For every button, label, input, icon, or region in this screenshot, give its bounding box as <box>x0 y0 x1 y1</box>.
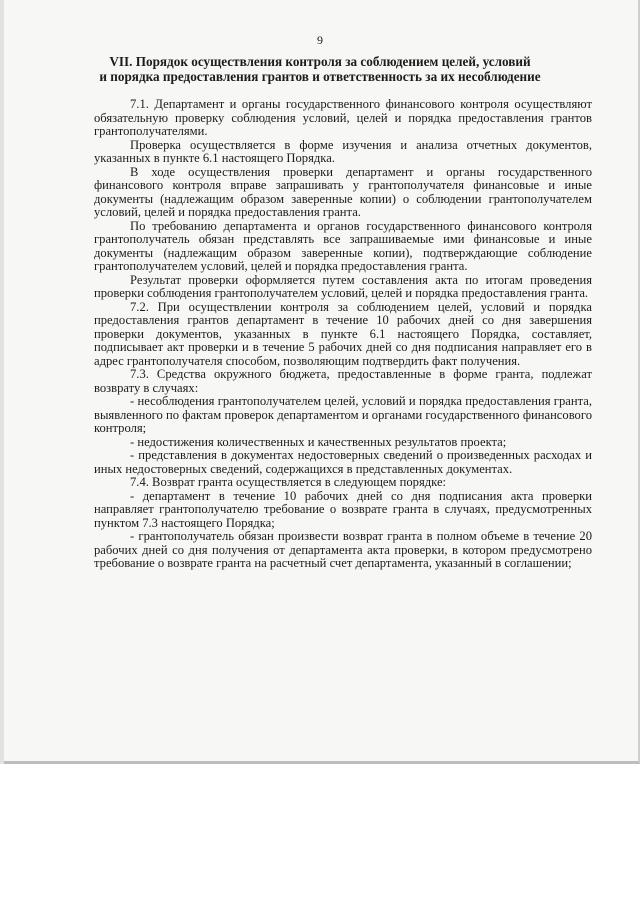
list-item-recipient-return: - грантополучатель обязан произвести возврат гранта в полном объеме в течение 20 рабочих дней со дня получения от департамента акта проверки, в котором предусмотрено требование о возврате гранта на расчетный счет департамента, указанный в соглашении; <box>94 529 592 570</box>
paragraph-7-2: 7.2. При осуществлении контроля за соблюдением целей, условий и порядка предоставления грантов департамент в течение 10 рабочих дней со дня завершения проверки документов, указанных в пункте 6.1 настоящего Порядка, составляет, подписывает акт проверки и в течение 5 рабочих дней со дня подписания направляет его в адрес грантополучателя способом, позволяющим подтвердить факт получения. <box>94 299 592 368</box>
list-item-false-information: - представления в документах недостоверных сведений о произведенных расходах и иных недостоверных сведений, содержащихся в представленных документах. <box>94 448 592 476</box>
list-item-department-demand: - департамент в течение 10 рабочих дней со дня подписания акта проверки направляет грантополучателю требование о возврате гранта в случаях, предусмотренных пунктом 7.3 настоящего Порядка; <box>94 488 592 530</box>
document-body <box>94 98 592 571</box>
scan-edge <box>0 0 4 764</box>
section-heading-line-1: VII. Порядок осуществления контроля за соблюдением целей, условий <box>109 54 531 69</box>
section-heading <box>80 54 560 84</box>
paragraph-request-documents: В ходе осуществления проверки департамент и органы государственного финансового контроля вправе запрашивать у грантополучателя финансовые и иные документы (надлежащим образом заверенные копии) о соблюдении грантополучателем условий, целей и порядка предоставления гранта. <box>94 164 592 219</box>
paragraph-verification-form: Проверка осуществляется в форме изучения и анализа отчетных документов, указанных в пункте 6.1 настоящего Порядка. <box>94 137 592 165</box>
paragraph-7-1: 7.1. Департамент и органы государственного финансового контроля осуществляют обязательную проверку соблюдения условий, целей и порядка предоставления грантов грантополучателями. <box>94 97 592 138</box>
list-item-noncompliance: - несоблюдения грантополучателем целей, условий и порядка предоставления гранта, выявленного по фактам проверок департаментом и органами государственного финансового контроля; <box>94 394 592 435</box>
page-number: 9 <box>317 33 323 47</box>
paragraph-verification-result: Результат проверки оформляется путем составления акта по итогам проведения проверки соблюдения грантополучателем условий, целей и порядка предоставления гранта. <box>94 272 592 300</box>
section-heading-line-2: и порядка предоставления грантов и ответственность за их несоблюдение <box>99 69 541 84</box>
paragraph-7-3: 7.3. Средства окружного бюджета, предоставленные в форме гранта, подлежат возврату в случаях: <box>94 367 592 395</box>
list-item-results-not-achieved: - недостижения количественных и качественных результатов проекта; <box>130 434 507 449</box>
paragraph-obligation-provide: По требованию департамента и органов государственного финансового контроля грантополучатель обязан представлять все запрашиваемые ими финансовые и иные документы (надлежащим образом заверенные копии), подтверждающие соблюдение грантополучателем условий, целей и порядка предоставления гранта. <box>94 218 592 273</box>
paragraph-7-4: 7.4. Возврат гранта осуществляется в следующем порядке: <box>130 475 447 489</box>
